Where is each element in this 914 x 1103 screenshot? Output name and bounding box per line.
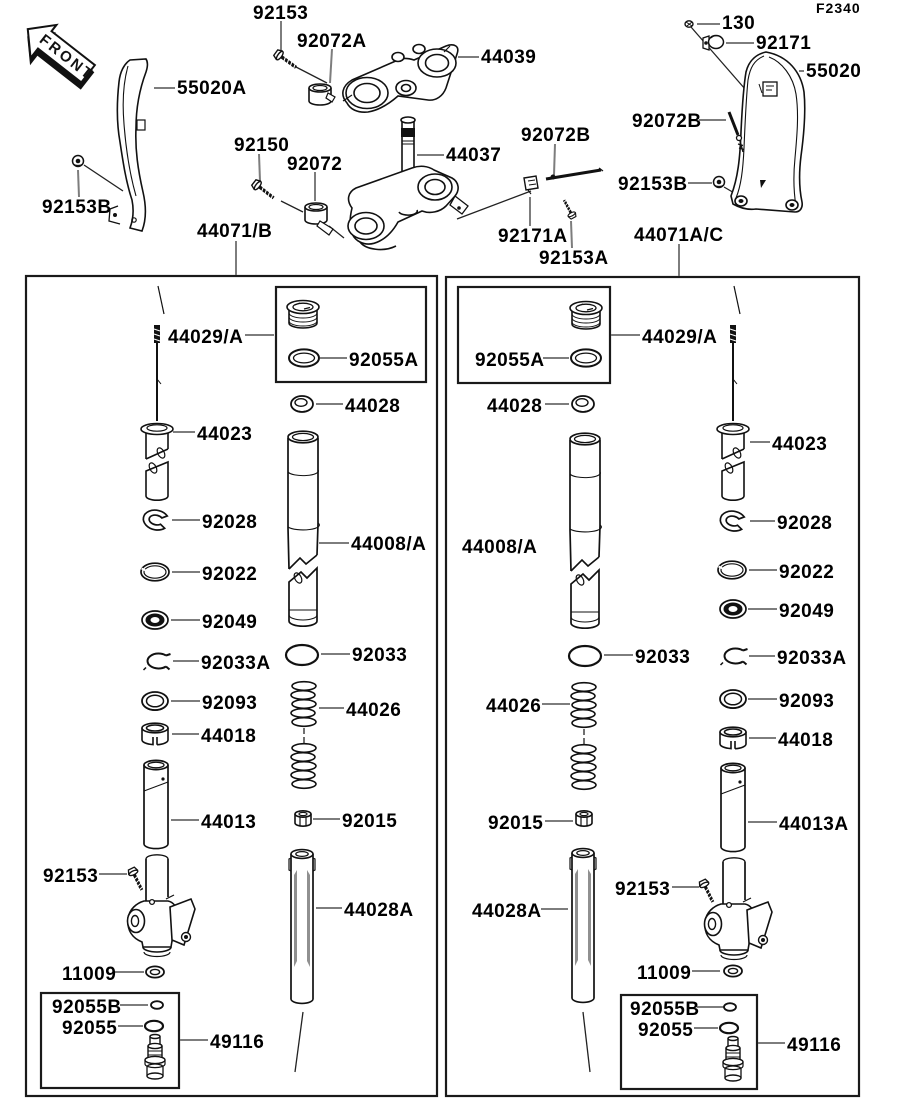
label-130: 130 <box>722 13 756 34</box>
label-right-44013a: 44013A <box>779 814 849 835</box>
right-inner-tube-44013a-drawing <box>721 763 745 851</box>
right-guide-bushing-92028-drawing <box>718 509 745 533</box>
label-92072b-right: 92072B <box>632 111 702 132</box>
fork-guard-left-drawing <box>109 59 148 231</box>
label-right-92033: 92033 <box>635 647 691 668</box>
left-damper-rod-44023-drawing <box>141 286 173 500</box>
right-bolt-92153-drawing <box>698 879 717 905</box>
label-left-44029a: 44029/A <box>168 327 244 348</box>
label-right-92093: 92093 <box>779 691 835 712</box>
label-92153-top: 92153 <box>253 3 309 24</box>
label-right-44029a: 44029/A <box>642 327 718 348</box>
bolt-92150-drawing <box>251 179 277 202</box>
left-clip-92033a-drawing <box>144 654 171 671</box>
label-left-92022: 92022 <box>202 564 258 585</box>
label-55020: 55020 <box>806 61 862 82</box>
left-oring-92055-drawing <box>145 1021 163 1031</box>
left-outer-tube-44008-drawing <box>288 431 319 626</box>
label-right-92055b: 92055B <box>630 999 700 1020</box>
label-right-92033a: 92033A <box>777 648 847 669</box>
label-44037: 44037 <box>446 145 502 166</box>
label-right-44023: 44023 <box>772 434 828 455</box>
right-valve-49116-drawing <box>723 1037 743 1082</box>
right-oring-92055-drawing <box>720 1023 738 1033</box>
label-left-92028: 92028 <box>202 512 258 533</box>
label-92153a: 92153A <box>539 248 609 269</box>
front-label: FRONT <box>35 31 98 84</box>
label-92072a: 92072A <box>297 31 367 52</box>
label-right-92153: 92153 <box>615 879 671 900</box>
right-pushrod-44028a-drawing <box>570 849 596 1003</box>
mid-rod-assembly-drawing <box>524 168 603 194</box>
label-92150: 92150 <box>234 135 290 156</box>
right-outer-tube-44008-drawing <box>570 433 601 628</box>
right-ring-92033-drawing <box>569 646 601 666</box>
label-right-44026: 44026 <box>486 696 542 717</box>
right-fork-cap-44029-drawing <box>570 302 602 330</box>
left-ring-92033-drawing <box>286 645 318 665</box>
label-44039: 44039 <box>481 47 537 68</box>
bolt-92153a-drawing <box>561 198 577 219</box>
right-clip-92033a-drawing <box>721 649 748 666</box>
left-guide-bushing-92028-drawing <box>141 508 168 532</box>
left-pushrod-44028a-drawing <box>289 850 315 1004</box>
upper-triple-clamp-drawing <box>343 45 458 113</box>
label-left-44023: 44023 <box>197 424 253 445</box>
label-left-44028a: 44028A <box>344 900 414 921</box>
right-axle-holder-drawing <box>705 858 773 960</box>
screw-130-drawing <box>685 21 693 27</box>
label-left-92055a: 92055A <box>349 350 419 371</box>
front-direction-marker <box>11 13 104 100</box>
left-ring-92022-drawing <box>141 563 169 581</box>
label-left-49116: 49116 <box>210 1032 265 1053</box>
page-code-label: F2340 <box>816 0 861 16</box>
label-92072b-mid: 92072B <box>521 125 591 146</box>
left-seal-92093-drawing <box>142 692 168 711</box>
collar-92072-drawing <box>305 203 327 224</box>
label-right-44028: 44028 <box>487 396 543 417</box>
label-92153b-right: 92153B <box>618 174 688 195</box>
right-washer-44028-drawing <box>572 396 594 412</box>
left-valve-49116-drawing <box>145 1035 165 1080</box>
right-oil-seal-92049-drawing <box>720 600 746 618</box>
label-left-92093: 92093 <box>202 693 258 714</box>
label-right-44028a: 44028A <box>472 901 542 922</box>
label-left-92015: 92015 <box>342 811 398 832</box>
label-left-92049: 92049 <box>202 612 258 633</box>
right-nut-92015-drawing <box>576 811 592 826</box>
left-bushing-44018-drawing <box>142 723 168 745</box>
left-fork-cap-44029-drawing <box>287 301 319 329</box>
left-washer-44028-drawing <box>291 396 313 412</box>
label-right-44018: 44018 <box>778 730 834 751</box>
label-right-44008a: 44008/A <box>462 537 538 558</box>
label-right-92028: 92028 <box>777 513 833 534</box>
label-left-11009: 11009 <box>62 964 117 985</box>
label-92171a: 92171A <box>498 226 568 247</box>
steering-stem-drawing <box>348 117 468 249</box>
label-right-92022: 92022 <box>779 562 835 583</box>
label-right-92015: 92015 <box>488 813 544 834</box>
label-panel-right-title: 44071A/C <box>634 225 724 246</box>
right-bushing-44018-drawing <box>720 727 746 749</box>
left-oring-92055a-drawing <box>289 349 319 366</box>
left-oring-92055b-drawing <box>151 1001 163 1009</box>
label-left-44026: 44026 <box>346 700 402 721</box>
left-inner-tube-44013-drawing <box>144 760 168 848</box>
label-right-92055a: 92055A <box>475 350 545 371</box>
label-left-44008a: 44008/A <box>351 534 427 555</box>
label-left-44018: 44018 <box>201 726 257 747</box>
bolt-92153b-right-drawing <box>714 177 725 188</box>
right-washer-11009-drawing <box>724 965 742 976</box>
left-nut-92015-drawing <box>295 811 311 826</box>
label-left-44013: 44013 <box>201 812 257 833</box>
left-spring-44026-drawing <box>291 682 316 789</box>
right-oring-92055b-drawing <box>724 1003 736 1011</box>
label-right-49116: 49116 <box>787 1035 842 1056</box>
label-left-92153: 92153 <box>43 866 99 887</box>
label-left-92033a: 92033A <box>201 653 271 674</box>
left-bolt-92153-drawing <box>127 867 146 893</box>
label-92153b-left: 92153B <box>42 197 112 218</box>
label-left-92055b: 92055B <box>52 997 122 1018</box>
label-left-92055: 92055 <box>62 1018 118 1039</box>
right-ring-92022-drawing <box>718 561 746 579</box>
label-left-92033: 92033 <box>352 645 408 666</box>
right-oring-92055a-drawing <box>571 349 601 366</box>
label-right-11009: 11009 <box>637 963 692 984</box>
right-spring-44026-drawing <box>571 683 596 790</box>
label-panel-left-title: 44071/B <box>197 221 273 242</box>
label-92171: 92171 <box>756 33 812 54</box>
label-92072: 92072 <box>287 154 343 175</box>
left-washer-11009-drawing <box>146 966 164 977</box>
label-right-92055: 92055 <box>638 1020 694 1041</box>
right-damper-rod-44023-drawing <box>717 286 749 500</box>
left-oil-seal-92049-drawing <box>142 611 168 629</box>
label-55020a: 55020A <box>177 78 247 99</box>
fork-guard-right-drawing <box>731 52 805 212</box>
bolt-92153-top-drawing <box>273 49 299 72</box>
label-left-44028: 44028 <box>345 396 401 417</box>
clamp-92171-drawing <box>703 36 724 51</box>
right-seal-92093-drawing <box>720 690 746 709</box>
bolt-92153b-left-drawing <box>73 156 84 167</box>
label-right-92049: 92049 <box>779 601 835 622</box>
